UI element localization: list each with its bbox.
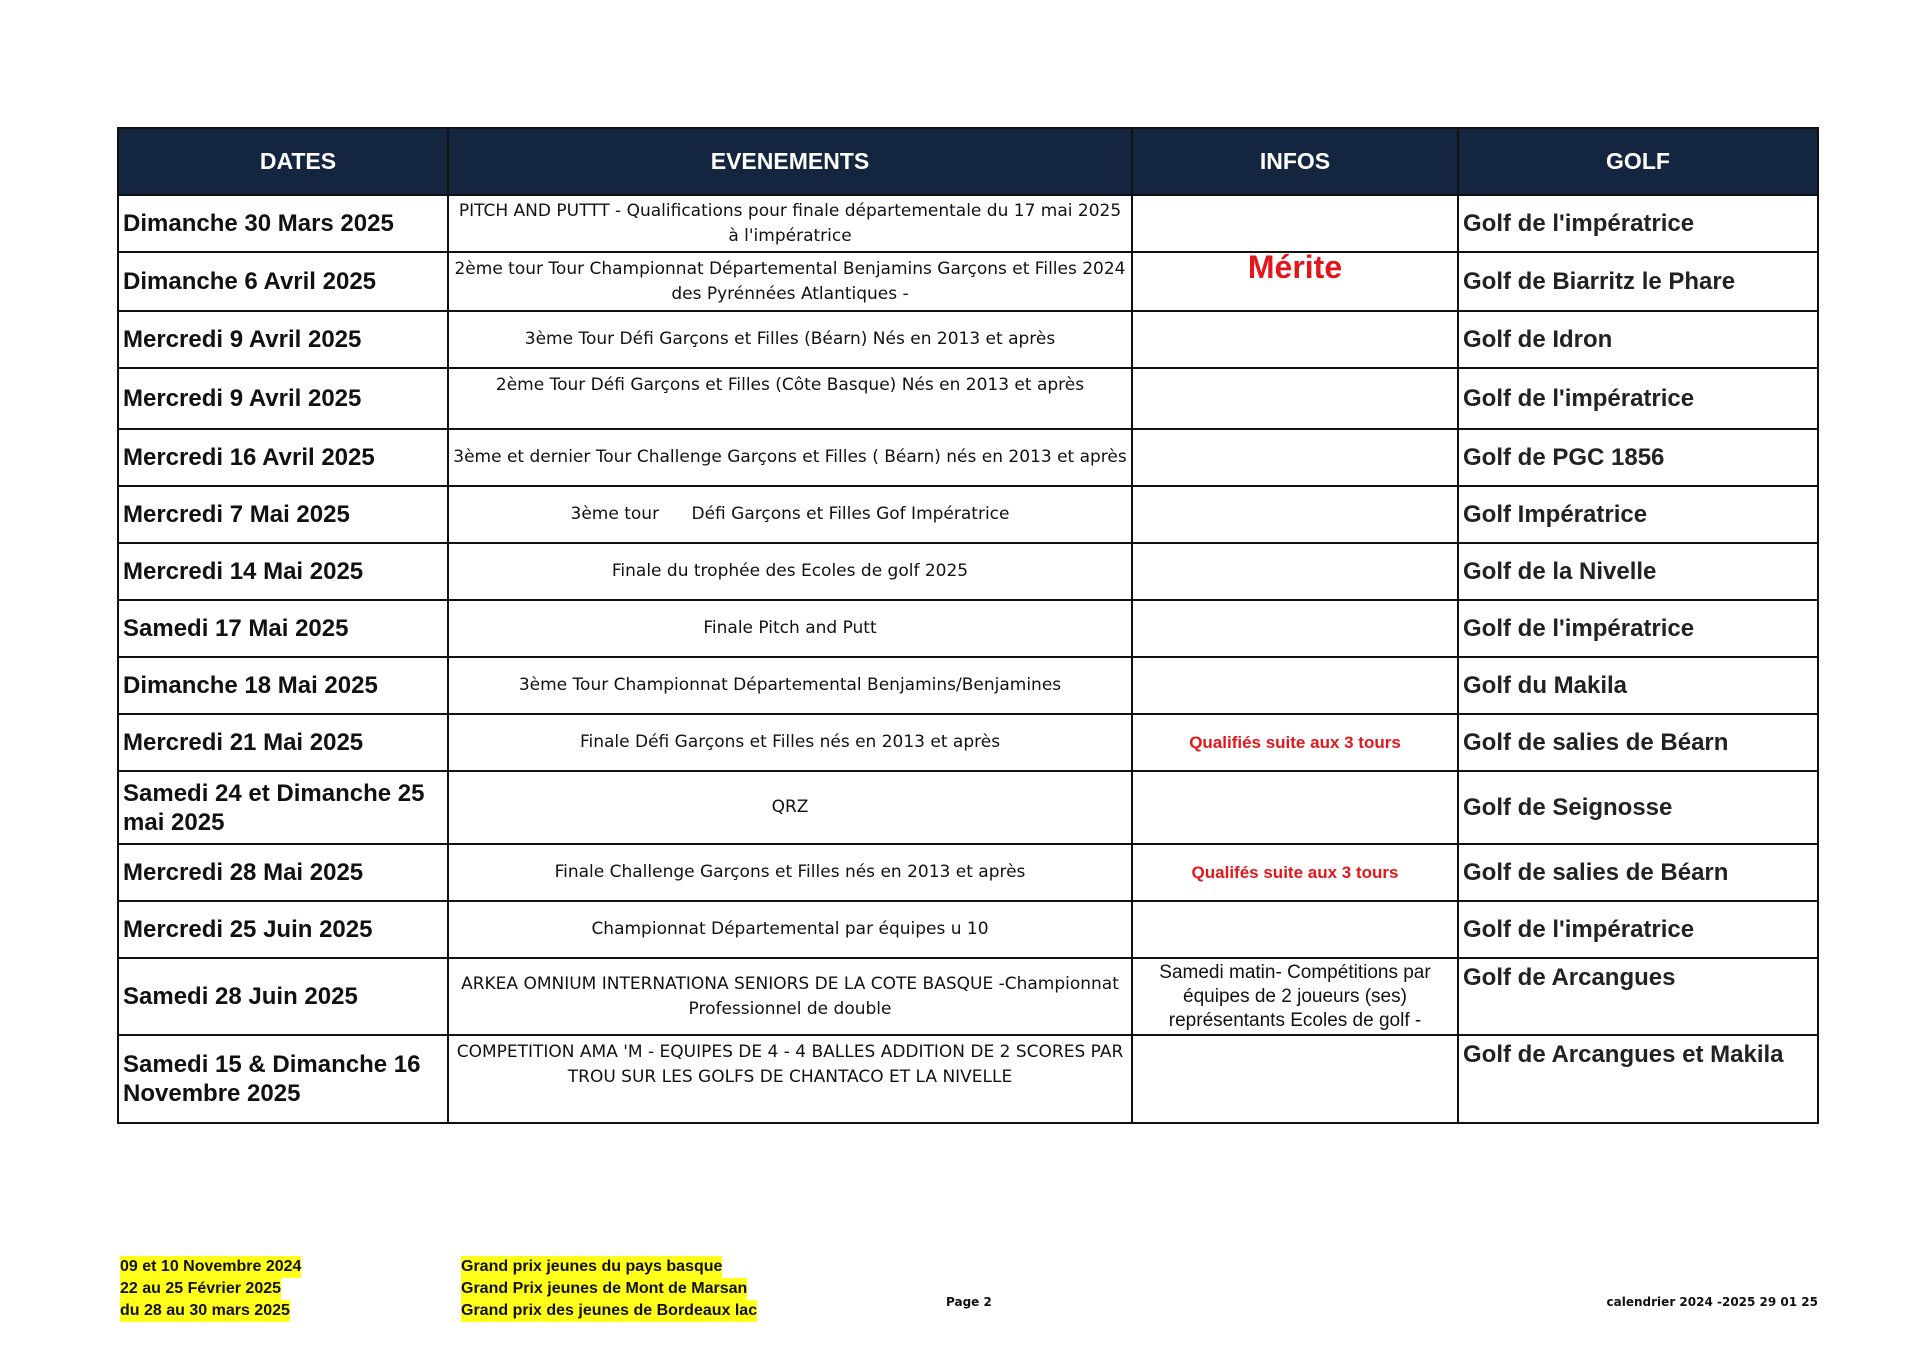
table-row (118, 368, 1818, 429)
row-event: Championnat Départemental par équipes u 10 (448, 901, 1132, 958)
row-event: 3ème tour Défi Garçons et Filles Gof Impératrice (448, 486, 1132, 543)
legend-date: 22 au 25 Février 2025 (120, 1278, 281, 1300)
row-date: Samedi 15 & Dimanche 16 Novembre 2025 (118, 1035, 448, 1123)
row-golf: Golf de Arcangues et Makila (1458, 1035, 1818, 1123)
row-date: Mercredi 16 Avril 2025 (118, 429, 448, 486)
row-event: 3ème et dernier Tour Challenge Garçons et Filles ( Béarn) nés en 2013 et après (448, 429, 1132, 486)
table-row (118, 195, 1818, 252)
legend-date-cell (120, 1300, 461, 1322)
row-date: Mercredi 9 Avril 2025 (118, 311, 448, 368)
row-info (1132, 429, 1458, 486)
row-info (1132, 1035, 1458, 1123)
page-number: Page 2 (946, 1295, 992, 1309)
row-golf: Golf de Biarritz le Phare (1458, 252, 1818, 311)
row-golf: Golf de l'impératrice (1458, 901, 1818, 958)
row-golf: Golf de l'impératrice (1458, 600, 1818, 657)
row-golf: Golf de Seignosse (1458, 771, 1818, 844)
table-row (118, 771, 1818, 844)
table-row (118, 252, 1818, 311)
row-date: Samedi 28 Juin 2025 (118, 958, 448, 1035)
row-event: Finale Défi Garçons et Filles nés en 2013 et après (448, 714, 1132, 771)
table-row (118, 600, 1818, 657)
row-info (1132, 771, 1458, 844)
header-golf: GOLF (1458, 128, 1818, 195)
table-row (118, 543, 1818, 600)
row-event: QRZ (448, 771, 1132, 844)
row-date: Dimanche 6 Avril 2025 (118, 252, 448, 311)
row-info (1132, 901, 1458, 958)
legend-event: Grand prix des jeunes de Bordeaux lac (461, 1300, 757, 1322)
legend-row (120, 1278, 757, 1300)
row-golf: Golf de Idron (1458, 311, 1818, 368)
row-event: PITCH AND PUTTT - Qualifications pour finale départementale du 17 mai 2025 à l'impératrice (448, 195, 1132, 252)
row-info: Samedi matin- Compétitions par équipes de 2 joueurs (ses) représentants Ecoles de golf - (1132, 958, 1458, 1035)
calendar-table (117, 127, 1819, 1124)
row-event: Finale Challenge Garçons et Filles nés en 2013 et après (448, 844, 1132, 901)
table-row (118, 958, 1818, 1035)
table-row (118, 657, 1818, 714)
row-info (1132, 195, 1458, 252)
row-date: Mercredi 7 Mai 2025 (118, 486, 448, 543)
row-event: 2ème Tour Défi Garçons et Filles (Côte Basque) Nés en 2013 et après (448, 368, 1132, 429)
row-event: 2ème tour Tour Championnat Départemental Benjamins Garçons et Filles 2024 des Pyrénnées Atlantiques - (448, 252, 1132, 311)
legend-event: Grand Prix jeunes de Mont de Marsan (461, 1278, 747, 1300)
row-date: Dimanche 18 Mai 2025 (118, 657, 448, 714)
header-events: EVENEMENTS (448, 128, 1132, 195)
header-dates (118, 128, 448, 195)
row-info (1132, 486, 1458, 543)
row-golf: Golf de salies de Béarn (1458, 844, 1818, 901)
table-row (118, 714, 1818, 771)
table-row (118, 1035, 1818, 1123)
row-event: Finale Pitch and Putt (448, 600, 1132, 657)
row-golf: Golf de Arcangues (1458, 958, 1818, 1035)
row-event: Finale du trophée des Ecoles de golf 2025 (448, 543, 1132, 600)
table-header-row (118, 128, 1818, 195)
row-golf: Golf de la Nivelle (1458, 543, 1818, 600)
row-event: COMPETITION AMA 'M - EQUIPES DE 4 - 4 BALLES ADDITION DE 2 SCORES PAR TROU SUR LES GOLFS DE CHANTACO ET LA NIVELLE (448, 1035, 1132, 1123)
row-event: ARKEA OMNIUM INTERNATIONA SENIORS DE LA COTE BASQUE -Championnat Professionnel de double (448, 958, 1132, 1035)
legend-row (120, 1256, 757, 1278)
table-row (118, 486, 1818, 543)
row-date: Mercredi 9 Avril 2025 (118, 368, 448, 429)
legend-date-cell (120, 1256, 461, 1278)
row-info (1132, 600, 1458, 657)
table-row (118, 844, 1818, 901)
table-row (118, 901, 1818, 958)
document-reference: calendrier 2024 -2025 29 01 25 (1606, 1295, 1818, 1309)
legend-date-cell (120, 1278, 461, 1300)
row-golf: Golf de l'impératrice (1458, 195, 1818, 252)
header-infos: INFOS (1132, 128, 1458, 195)
calendar-table-wrapper (117, 127, 1817, 1124)
row-info (1132, 311, 1458, 368)
row-info (1132, 543, 1458, 600)
highlighted-legend (120, 1256, 757, 1322)
row-event: 3ème Tour Défi Garçons et Filles (Béarn) Nés en 2013 et après (448, 311, 1132, 368)
header-dates-label: DATES (259, 148, 337, 174)
row-golf: Golf de PGC 1856 (1458, 429, 1818, 486)
legend-date: du 28 au 30 mars 2025 (120, 1300, 290, 1322)
row-date: Mercredi 28 Mai 2025 (118, 844, 448, 901)
table-row (118, 311, 1818, 368)
row-info-qualified: Qualifés suite aux 3 tours (1132, 844, 1458, 901)
row-golf: Golf du Makila (1458, 657, 1818, 714)
row-event: 3ème Tour Championnat Départemental Benjamins/Benjamines (448, 657, 1132, 714)
legend-date: 09 et 10 Novembre 2024 (120, 1256, 301, 1278)
legend-row (120, 1300, 757, 1322)
row-golf: Golf Impératrice (1458, 486, 1818, 543)
legend-event: Grand prix jeunes du pays basque (461, 1256, 722, 1278)
table-row (118, 429, 1818, 486)
row-date: Dimanche 30 Mars 2025 (118, 195, 448, 252)
row-info (1132, 657, 1458, 714)
row-info-merite: Mérite (1132, 252, 1458, 311)
row-golf: Golf de salies de Béarn (1458, 714, 1818, 771)
row-date: Mercredi 14 Mai 2025 (118, 543, 448, 600)
row-date: Samedi 24 et Dimanche 25 mai 2025 (118, 771, 448, 844)
row-date: Mercredi 25 Juin 2025 (118, 901, 448, 958)
row-date: Mercredi 21 Mai 2025 (118, 714, 448, 771)
row-date: Samedi 17 Mai 2025 (118, 600, 448, 657)
row-golf: Golf de l'impératrice (1458, 368, 1818, 429)
row-info-qualified: Qualifiés suite aux 3 tours (1132, 714, 1458, 771)
row-info (1132, 368, 1458, 429)
